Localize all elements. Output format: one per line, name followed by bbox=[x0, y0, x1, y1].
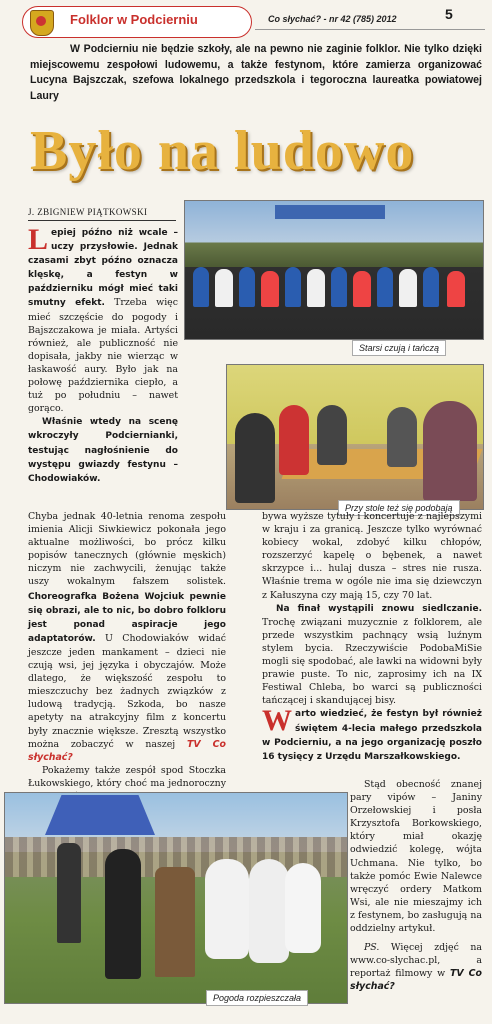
article-column-1 bbox=[28, 223, 178, 486]
paragraph: Chyba jednak 40-letnia renoma zespołu imienia Alicji Siwkiewicz pokonała jego aktualne możliwości, bo prócz kilku popisów tanecznych (głównie męskich) niczym nie zachwycili, żenując także uszy wokalnym fałszem solistek. bbox=[28, 511, 226, 588]
headline: Było na ludowo bbox=[30, 120, 415, 182]
stage-banner bbox=[275, 205, 385, 219]
article-column-2-continued bbox=[350, 778, 482, 994]
dancers-group bbox=[185, 267, 483, 297]
tent bbox=[45, 795, 155, 835]
drop-cap: W bbox=[262, 704, 292, 738]
paragraph-bold: Na finał wystąpili znowu siedlczanie. bbox=[276, 603, 482, 614]
paragraph: bywa wyższe tytuły i koncertuje z najlepszymi w kraju i za granicą. Jeszcze tylko wyrównać kobiecy wokal, zdobyć kilku chłopów, rozszerzyć kapelę o bębenek, a nawet skrzypce i... hulaj dusza – stres nie rusza. Właśnie trema w ogóle nie ima się dziewczyn z Kałuszyna czy mają 15, czy 70 lat. bbox=[262, 511, 482, 601]
section-title: Folklor w Podcierniu bbox=[70, 12, 198, 27]
photo-caption: Starsi czują i tańczą bbox=[352, 340, 446, 356]
drop-cap: L bbox=[28, 223, 49, 256]
paragraph: Pokażemy także zespół spod Stoczka Łukowskiego, który choć ma jednoroczny bbox=[28, 764, 226, 789]
photo-people-at-table bbox=[226, 364, 484, 510]
paragraph-bold: Choreografka Bożena Wojciuk pewnie się obrazi, ale to nic, bo dobro folkloru jest ponad aspiracje jego adaptatorów. bbox=[28, 591, 226, 644]
ps-text: Więcej zdjęć na www.co-slychac.pl, a reportaż filmowy w bbox=[350, 942, 482, 980]
byline-rule bbox=[28, 220, 176, 221]
intro-bold: epiej późno niż wcale – uczy przysłowie. Jednak czasami zbyt późno oznacza klęskę, a festyn w październiku mógł mieć taki smutny efekt. bbox=[28, 228, 178, 309]
paragraph: Trzeba więc mieć szczęście do pogody i Bajszczakowa je miała. Artyści również, ale publiczność nie dopisała, jakby nie wierząc w łaskawość aury. Było jak na połowę października ciepło, a tuż po południu – nawet gorąco. bbox=[28, 297, 178, 415]
paragraph-bold: arto wiedzieć, że festyn był również świętem 4-lecia małego przedszkola w Podcierniu, a na jego organizację poszło 16 tysięcy z Urzędu Marszałkowskiego. bbox=[262, 709, 482, 762]
paragraph: U Chodowiaków widać jeszcze jeden mankament – dzieci nie czują wsi, jej języka i obyczajów. Może dlatego, że większość zespołu to mieszczuchy bez żadnych związków z ludową tradycją. Szkoda, bo nasze apetyty na atrakcyjny film z koncertu były znacznie większe. Zresztą wszystko można zobaczyć w naszej bbox=[28, 632, 226, 750]
ps-label: PS. bbox=[364, 942, 380, 954]
page-number: 5 bbox=[445, 6, 453, 22]
paragraph: Trochę związani muzycznie z folklorem, ale przede wszystkim pachnący wsią luźnym stylem bycia. Rzeczywiście PodobaMiSie mogli się spodobać, ale ławki na widowni były prawie puste. To nic, zaprosimy ich na IX Festiwal Chleba, bo warci są publiczności tańczącej i skandującej bisy. bbox=[262, 616, 482, 707]
photo-caption: Pogoda rozpieszczała bbox=[206, 990, 308, 1006]
tv-reference: TV Co słychać? bbox=[350, 968, 482, 993]
article-column-2 bbox=[262, 510, 482, 764]
photo-dancers-on-stage bbox=[184, 200, 484, 340]
author-byline: J. ZBIGNIEW PIĄTKOWSKI bbox=[28, 207, 148, 217]
coat-of-arms-icon bbox=[30, 10, 54, 36]
paragraph-bold: Właśnie wtedy na scenę wkroczyły Podcierniankі, testując nagłośnienie do występu gwiazdy festynu – Chodowiaków. bbox=[28, 417, 178, 484]
header-divider bbox=[255, 29, 485, 30]
tv-reference: TV Co słychać? bbox=[28, 738, 226, 763]
paragraph: Stąd obecność znanej pary vipów – Janiny Orzełowskiej i posła Krzysztofa Borkowskiego, który miał okazję odwiedzić kolegę, wójta Uchmana. Nie tylko, bo także pomóc Ewie Nalewce wręczyć ordery Matkom Wsi, ale nie mieszajmy ich z festynem, bo zasługują na oddzielny artykuł. bbox=[350, 779, 482, 935]
issue-info: Co słychać? - nr 42 (785) 2012 bbox=[268, 14, 397, 24]
lead-paragraph: W Podcierniu nie będzie szkoły, ale na pewno nie zaginie folklor. Nie tylko dzięki miejscowemu zespołowi ludowemu, a także festynom, które zamierza organizować Lucyna Bajszczak, szefowa lokalnego przedszkola i tegoroczna laureatka powiatowej Laury bbox=[30, 43, 482, 102]
photo-festival-crowd bbox=[4, 792, 348, 1004]
photo-caption: Przy stole też się podobają bbox=[338, 500, 460, 516]
